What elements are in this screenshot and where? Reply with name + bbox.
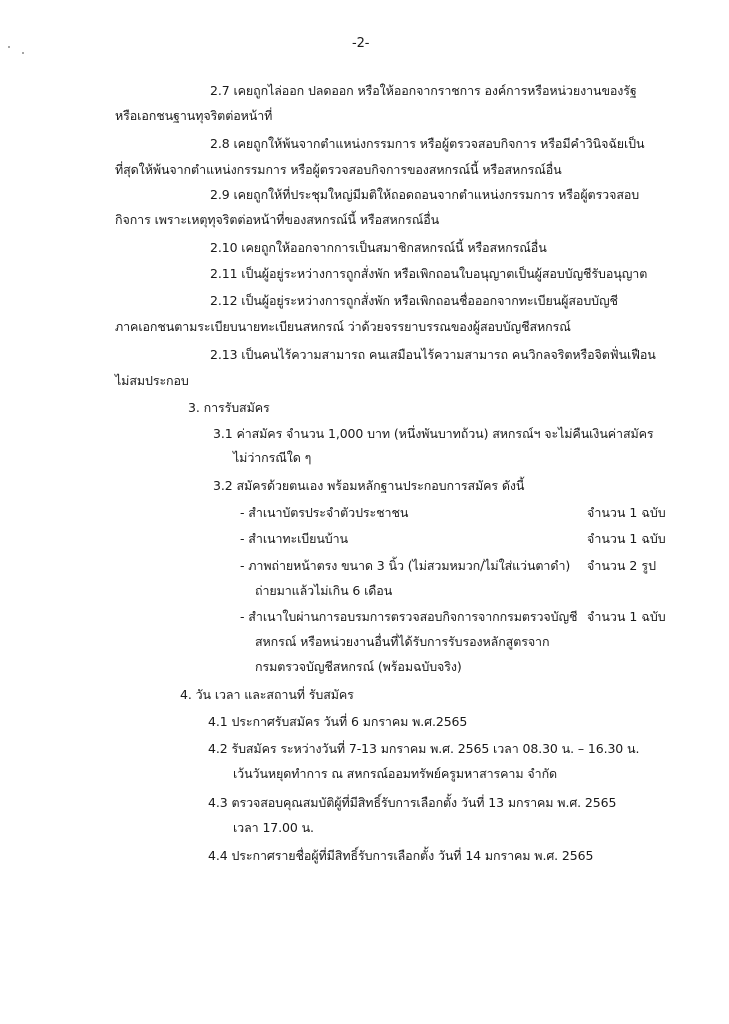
item-2-13-line-2: ไม่สมประกอบ (115, 373, 189, 388)
item-4-3-line-1: 4.3 ตรวจสอบคุณสมบัติผู้ที่มีสิทธิ์รับการเลือกตั้ง วันที่ 13 มกราคม พ.ศ. 2565 (208, 795, 617, 810)
item-2-9-line-1: 2.9 เคยถูกให้ที่ประชุมใหญ่มีมติให้ถอดถอนจากตำแหน่งกรรมการ หรือผู้ตรวจสอบ (210, 187, 640, 202)
page-number: -2- (352, 36, 370, 51)
item-2-12-line-2: ภาคเอกชนตามระเบียบนายทะเบียนสหกรณ์ ว่าด้วยจรรยาบรรณของผู้สอบบัญชีสหกรณ์ (115, 319, 571, 334)
doc-id-card-amount: จำนวน 1 ฉบับ (587, 505, 666, 520)
item-2-11: 2.11 เป็นผู้อยู่ระหว่างการถูกสั่งพัก หรือเพิกถอนใบอนุญาตเป็นผู้สอบบัญชีรับอนุญาต (210, 266, 648, 281)
item-4-1: 4.1 ประกาศรับสมัคร วันที่ 6 มกราคม พ.ศ.2565 (208, 714, 468, 729)
item-3-1-line-2: ไม่ว่ากรณีใด ๆ (233, 450, 312, 465)
item-2-12-line-1: 2.12 เป็นผู้อยู่ระหว่างการถูกสั่งพัก หรือเพิกถอนชื่อออกจากทะเบียนผู้สอบบัญชี (210, 293, 618, 308)
doc-training-cert-line-1: - สำเนาใบผ่านการอบรมการตรวจสอบกิจการจากกรมตรวจบัญชี (240, 609, 578, 624)
item-4-3-line-2: เวลา 17.00 น. (233, 820, 314, 835)
item-2-13-line-1: 2.13 เป็นคนไร้ความสามารถ คนเสมือนไร้ความสามารถ คนวิกลจริตหรือจิตฟั่นเฟือน (210, 347, 656, 362)
item-2-8-line-2: ที่สุดให้พ้นจากตำแหน่งกรรมการ หรือผู้ตรวจสอบกิจการของสหกรณ์นี้ หรือสหกรณ์อื่น (115, 162, 562, 177)
item-3-1-line-1: 3.1 ค่าสมัคร จำนวน 1,000 บาท (หนึ่งพันบาทถ้วน) สหกรณ์ฯ จะไม่คืนเงินค่าสมัคร (213, 426, 654, 441)
doc-house-registration: - สำเนาทะเบียนบ้าน (240, 531, 348, 546)
scan-speck (22, 52, 24, 54)
item-4-2-line-2: เว้นวันหยุดทำการ ณ สหกรณ์ออมทรัพย์ครูมหาสารคาม จำกัด (233, 766, 558, 781)
section-3-heading: 3. การรับสมัคร (188, 400, 270, 415)
item-2-7-line-2: หรือเอกชนฐานทุจริตต่อหน้าที่ (115, 108, 273, 123)
item-2-9-line-2: กิจการ เพราะเหตุทุจริตต่อหน้าที่ของสหกรณ์นี้ หรือสหกรณ์อื่น (115, 212, 440, 227)
scan-speck (8, 46, 10, 48)
doc-training-cert-amount: จำนวน 1 ฉบับ (587, 609, 666, 624)
item-2-10: 2.10 เคยถูกให้ออกจากการเป็นสมาชิกสหกรณ์นี้ หรือสหกรณ์อื่น (210, 240, 547, 255)
doc-photo-amount: จำนวน 2 รูป (587, 558, 657, 573)
item-4-2-line-1: 4.2 รับสมัคร ระหว่างวันที่ 7-13 มกราคม พ.ศ. 2565 เวลา 08.30 น. – 16.30 น. (208, 741, 640, 756)
doc-house-registration-amount: จำนวน 1 ฉบับ (587, 531, 666, 546)
doc-photo-line-2: ถ่ายมาแล้วไม่เกิน 6 เดือน (255, 583, 393, 598)
item-2-7-line-1: 2.7 เคยถูกไล่ออก ปลดออก หรือให้ออกจากราชการ องค์การหรือหน่วยงานของรัฐ (210, 83, 637, 98)
doc-training-cert-line-2: สหกรณ์ หรือหน่วยงานอื่นที่ได้รับการรับรองหลักสูตรจาก (255, 634, 550, 649)
item-3-2-heading: 3.2 สมัครด้วยตนเอง พร้อมหลักฐานประกอบการสมัคร ดังนี้ (213, 478, 525, 493)
doc-id-card: - สำเนาบัตรประจำตัวประชาชน (240, 505, 409, 520)
item-2-8-line-1: 2.8 เคยถูกให้พ้นจากตำแหน่งกรรมการ หรือผู้ตรวจสอบกิจการ หรือมีคำวินิจฉัยเป็น (210, 136, 645, 151)
doc-training-cert-line-3: กรมตรวจบัญชีสหกรณ์ (พร้อมฉบับจริง) (255, 659, 462, 674)
section-4-heading: 4. วัน เวลา และสถานที่ รับสมัคร (180, 687, 354, 702)
doc-photo-line-1: - ภาพถ่ายหน้าตรง ขนาด 3 นิ้ว (ไม่สวมหมวก/ไม่ใส่แว่นตาดำ) (240, 558, 571, 573)
item-4-4: 4.4 ประกาศรายชื่อผู้ที่มีสิทธิ์รับการเลือกตั้ง วันที่ 14 มกราคม พ.ศ. 2565 (208, 848, 594, 863)
